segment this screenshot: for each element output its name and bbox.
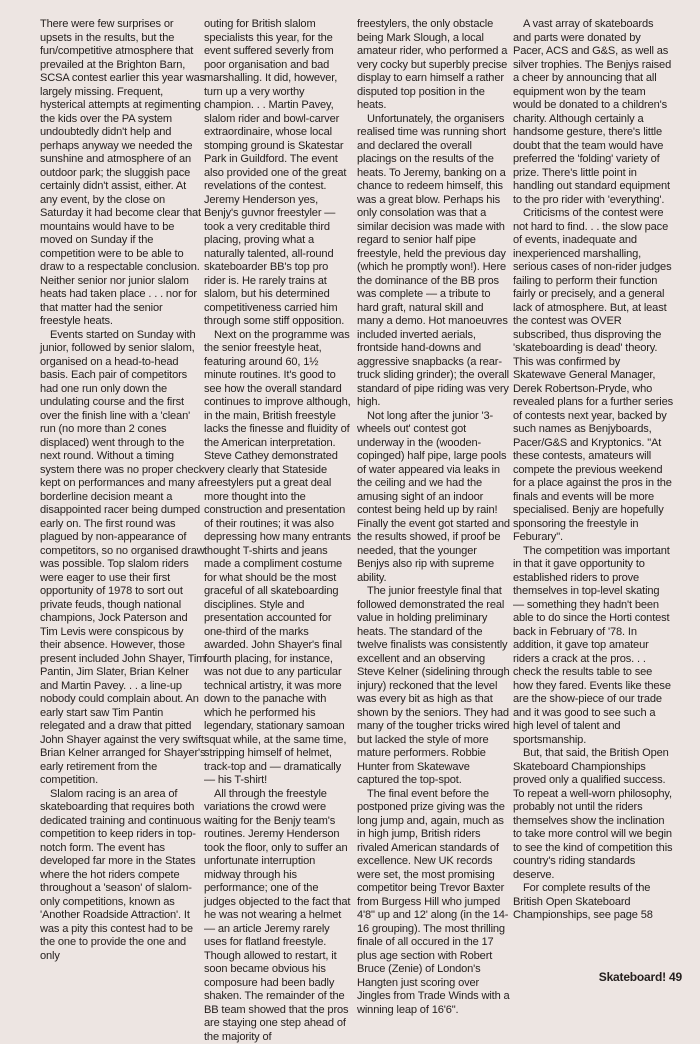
paragraph: There were few surprises or upsets in the results, but the fun/competitive atmosphere that prevailed at the Brighton Barn, SCSA contest earlier this year was largely missing. Frequent, hysterical attempts at regimenting the kids over the PA system undoubtedly didn't help and perhaps anyway we needed the sunshine and atmosphere of an outdoor park; the sluggish pace certainly didn't assist, either. At any event, by the close on Saturday it had become clear that mountains would have to be moved on Sunday if the competition were to be able to draw to a respectable conclusion. Neither senior nor junior slalom heats had taken place . . . nor for that matter had the senior freestyle heats. [40,18,206,329]
page-footer-folio: Skateboard! 49 [599,970,682,984]
paragraph: Slalom racing is an area of skateboarding that requires both dedicated training and continuous competition to keep riders in top-notch form. The event has developed far more in the States where the hot riders compete throughout a 'season' of slalom-only competitions, known as 'Another Roadside Attraction'. It was a pity this contest had to be the one to provide the one and only [40,788,206,964]
paragraph: But, that said, the British Open Skateboard Championships proved only a qualified success. To repeat a well-worn philosophy, probably not until the riders themselves show the inclination to take more control will we begin to see the kind of competition this country's riding standards deserve. [513,747,673,882]
article-column-4 [513,18,673,923]
paragraph: The competition was important in that it gave opportunity to established riders to prove themselves in top-level skating — something they hadn't been able to do since the Horti contest back in February of '78. In addition, it gave top amateur riders a crack at the pros. . . check the results table to see how they fared. Events like these are the show-piece of our trade and it was good to see such a high level of talent and sportsmanship. [513,545,673,748]
paragraph: Criticisms of the contest were not hard to find. . . the slow pace of events, inadequate and inexperienced marshalling, serious cases of non-rider judges failing to perform their function fairly or precisely, and a general lack of atmosphere. But, at least the contest was OVER subscribed, thus disproving the 'skateboarding is dead' theory. This was confirmed by Skatewave General Manager, Derek Robertson-Pryde, who revealed plans for a further series of contests next year, backed by such names as Benjyboards, Pacer/G&S and Kryptonics. "At these contests, amateurs will compete the previous weekend for a place against the pros in the finals and events will be more specialised. Benjy are hopefully sponsoring the freestyle in Feburary". [513,207,673,545]
paragraph: The junior freestyle final that followed demonstrated the real value in holding preliminary heats. The standard of the twelve finalists was consistently excellent and an observing Steve Kelner (sidelining through injury) reckoned that the level was every bit as high as that shown by the seniors. They had many of the tougher tricks wired but lacked the style of more mature performers. Robbie Hunter from Skatewave captured the top-spot. [357,585,511,788]
paragraph: For complete results of the British Open Skateboard Championships, see page 58 [513,882,673,923]
paragraph: Next on the programme was the senior freestyle heat, featuring around 60, 1½ minute routines. It's good to see how the overall standard continues to improve although, in the main, British freestyle lacks the finesse and fluidity of the American interpretation. Steve Cathey demonstrated very clearly that Stateside freestylers put a great deal more thought into the construction and presentation of their routines; it was also depressing how many entrants thought T-shirts and jeans made a compliment costume for what should be the most graceful of all skateboarding disciplines. Style and presentation accounted for one-third of the marks awarded. John Shayer's final fourth placing, for instance, was not due to any particular technical artistry, it was more down to the panache with which he performed his legendary, stationary samoan squat while, at the same time, stripping himself of helmet, track-top and — dramatically — his T-shirt! [204,329,352,788]
paragraph: Unfortunately, the organisers realised time was running short and declared the overall placings on the results of the heats. To Jeremy, banking on a chance to redeem himself, this was a great blow. Perhaps his only consolation was that a similar decision was made with regard to senior half pipe freestyle, held the previous day (which he promptly won!). Here the dominance of the BB pros was complete — a tribute to hard graft, natural skill and many a demo. Hot manoeuvres included inverted aerials, frontside hand-downs and aggressive snapbacks (a rear-truck sliding grinder); the overall standard of pipe riding was very high. [357,113,511,410]
paragraph: All through the freestyle variations the crowd were waiting for the Benjy team's routines. Jeremy Henderson took the floor, only to suffer an unfortunate interruption midway through his performance; one of the judges objected to the fact that he was not wearing a helmet — an article Jeremy rarely uses for flatland freestyle. Though allowed to restart, it soon became obvious his composure had been badly shaken. The remainder of the BB team showed that the pros are staying one step ahead of the majority of [204,788,352,1044]
article-column-1 [40,18,206,963]
paragraph: outing for British slalom specialists this year, for the event suffered severly from poor organisation and bad marshalling. It did, however, turn up a very worthy champion. . . Martin Pavey, slalom rider and bowl-carver extraordinaire, whose local stomping ground is Skatestar Park in Guildford. The event also provided one of the great revelations of the contest. Jeremy Henderson yes, Benjy's guvnor freestyler — took a very creditable third placing, proving what a naturally talented, all-round skateboarder BB's top pro rider is. He rarely trains at slalom, but his determined competitiveness carried him through some stiff opposition. [204,18,352,329]
paragraph: The final event before the postponed prize giving was the long jump and, again, much as in high jump, British riders rivaled American standards of excellence. New UK records were set, the most promising competitor being Trevor Baxter from Burgess Hill who jumped 4'8" up and 12' along (in the 14-16 grouping). The most thrilling finale of all occured in the 17 plus age section with Robert Bruce (Zenie) of London's Hangten just scoring over Jingles from Trade Winds with a winning leap of 16'6". [357,788,511,1018]
article-column-2 [204,18,352,1044]
paragraph: A vast array of skateboards and parts were donated by Pacer, ACS and G&S, as well as silver trophies. The Benjys raised a cheer by announcing that all equipment won by the team would be donated to a children's charity. Although certainly a handsome gesture, there's little doubt that the team would have preferred the 'folding' variety of prize. There's little point in handling out standard equipment to the pro rider with 'everything'. [513,18,673,207]
paragraph: Not long after the junior '3-wheels out' contest got underway in the (wooden-copinged) half pipe, large pools of water appeared via leaks in the ceiling and we had the amusing sight of an indoor contest being held up by rain! Finally the event got started and the results showed, if proof be needed, that the younger Benjys also rip with supreme ability. [357,410,511,586]
paragraph: Events started on Sunday with junior, followed by senior slalom, organised on a head-to-head basis. Each pair of competitors had one run only down the undulating course and the first over the finish line with a 'clean' run (no more than 2 cones displaced) went through to the next round. Without a timing system there was no proper check kept on performances and many a borderline decision meant a disappointed racer being dumped early on. The first round was plagued by non-appearance of competitors, so no organised draw was possible. Top slalom riders were eager to use their first opportunity of 1978 to sort out private feuds, though national champions, Jock Paterson and Tim Levis were conspicous by their absence. However, those present included John Shayer, Tim Pantin, Jim Slater, Brian Kelner and Martin Pavey. . . a line-up nobody could complain about. An early start saw Tim Pantin relegated and a draw that pitted John Shayer against the very swift Brian Kelner arranged for Shayer's early retirement from the competition. [40,329,206,788]
paragraph: freestylers, the only obstacle being Mark Slough, a local amateur rider, who performed a very cocky but superbly precise display to earn himself a rather disputed top position in the heats. [357,18,511,113]
article-column-3 [357,18,511,1017]
